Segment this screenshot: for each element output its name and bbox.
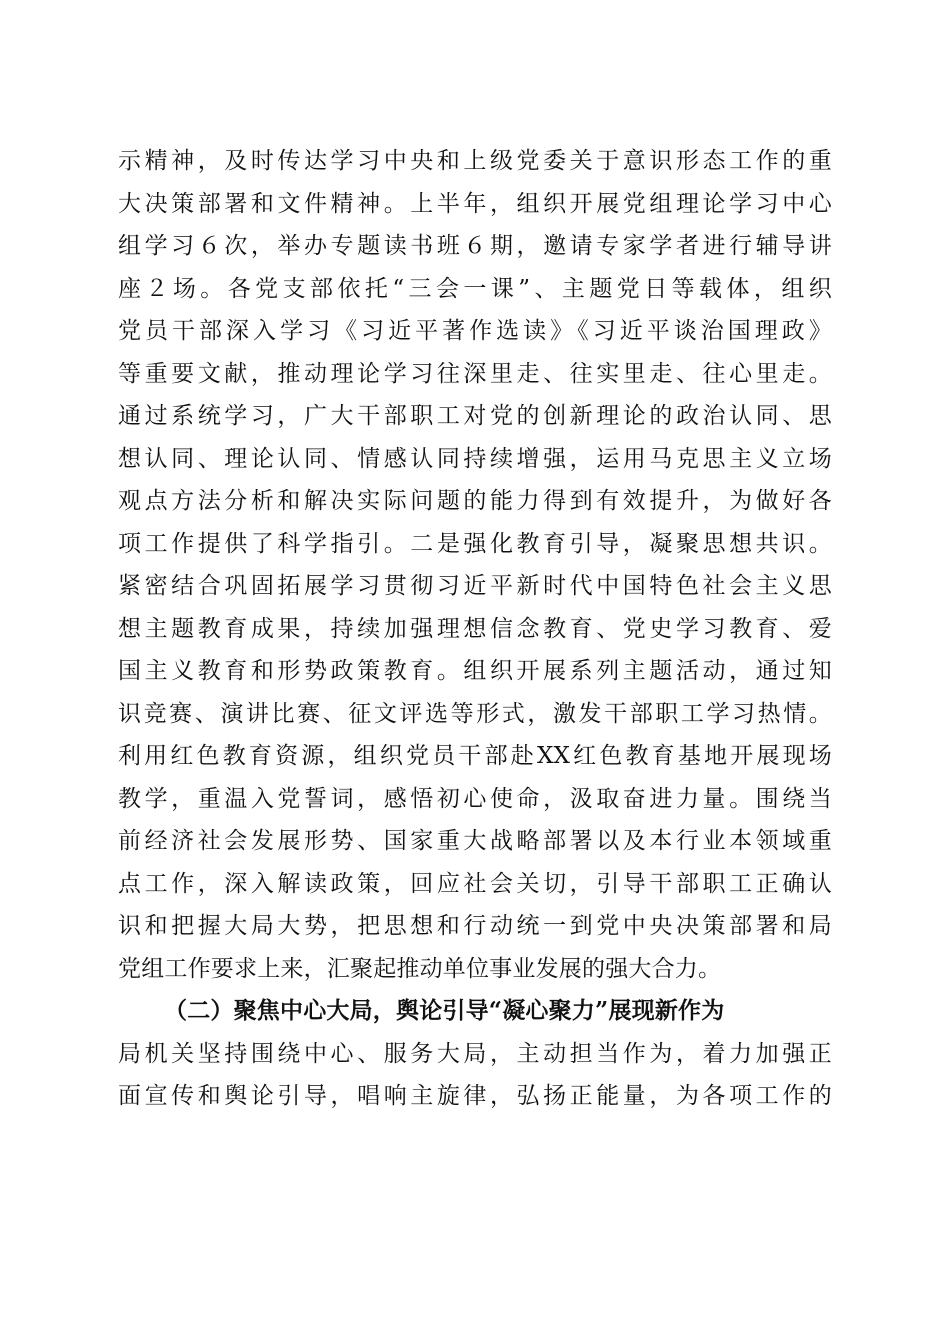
- paragraph-line: 前经济社会发展形势、国家重大战略部署以及本行业本领域重: [118, 828, 832, 854]
- paragraph-line: 点工作，深入解读政策，回应社会关切，引导干部职工正确认: [118, 870, 832, 897]
- paragraph-line: 大决策部署和文件精神。上半年，组织开展党组理论学习中心: [118, 190, 832, 217]
- paragraph-line: 教学，重温入党誓词，感悟初心使命，汲取奋进力量。围绕当: [118, 785, 832, 812]
- document-body: [118, 140, 832, 1118]
- paragraph-line: 项工作提供了科学指引。二是强化教育引导，凝聚思想共识。: [118, 530, 832, 557]
- paragraph-line: 党员干部深入学习《习近平著作选读》《习近平谈治国理政》: [118, 318, 832, 344]
- paragraph-line: 局机关坚持围绕中心、服务大局，主动担当作为，着力加强正: [118, 1040, 832, 1067]
- paragraph-line: 等重要文献，推动理论学习往深里走、往实里走、往心里走。: [118, 360, 832, 387]
- paragraph-line: 想认同、理论认同、情感认同持续增强，运用马克思主义立场: [118, 445, 832, 472]
- paragraph-line: 识和把握大局大势，把思想和行动统一到党中央决策部署和局: [118, 913, 832, 939]
- paragraph-line: 通过系统学习，广大干部职工对党的创新理论的政治认同、思: [118, 403, 832, 429]
- paragraph-line: 识竞赛、演讲比赛、征文评选等形式，激发干部职工学习热情。: [118, 700, 832, 727]
- paragraph-line: 国主义教育和形势政策教育。组织开展系列主题活动，通过知: [118, 658, 832, 684]
- paragraph-line: 紧密结合巩固拓展学习贯彻习近平新时代中国特色社会主义思: [118, 573, 832, 599]
- paragraph-line: 观点方法分析和解决实际问题的能力得到有效提升，为做好各: [118, 488, 832, 514]
- paragraph-line: 想主题教育成果，持续加强理想信念教育、党史学习教育、爱: [118, 615, 832, 642]
- paragraph-line: 示精神，及时传达学习中央和上级党委关于意识形态工作的重: [118, 148, 832, 174]
- paragraph-line: 座２场。各党支部依托“三会一课”、主题党日等载体，组织: [118, 275, 832, 302]
- section-heading: （二）聚焦中心大局，舆论引导“凝心聚力”展现新作为: [164, 997, 725, 1024]
- paragraph-line: 面宣传和舆论引导，唱响主旋律，弘扬正能量，为各项工作的: [118, 1083, 832, 1109]
- paragraph-line: 党组工作要求上来，汇聚起推动单位事业发展的强大合力。: [118, 955, 722, 982]
- paragraph-line: 利用红色教育资源，组织党员干部赴XX红色教育基地开展现场: [118, 743, 832, 769]
- paragraph-line: 组学习６次，举办专题读书班６期，邀请专家学者进行辅导讲: [118, 233, 832, 259]
